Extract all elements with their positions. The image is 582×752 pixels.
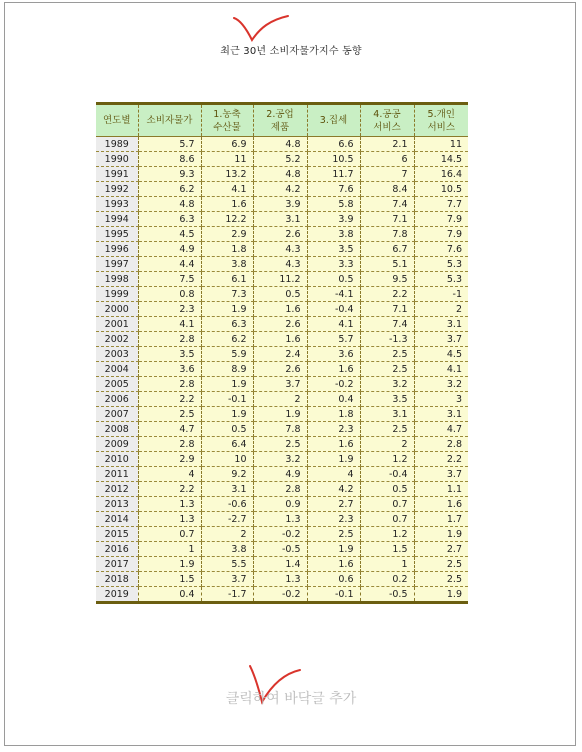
value-cell: 3.7 [414,467,468,482]
value-cell: 3.2 [253,452,307,467]
value-cell: -0.4 [307,302,360,317]
table-row [96,197,468,212]
table-row [96,137,468,152]
year-cell: 2001 [96,317,138,332]
value-cell: 4.4 [138,257,201,272]
year-cell: 2003 [96,347,138,362]
value-cell: 0.2 [360,572,414,587]
value-cell: 2.7 [307,497,360,512]
value-cell: 11 [201,152,253,167]
value-cell: 3.8 [201,257,253,272]
value-cell: 3.1 [201,482,253,497]
header-check-mark-icon [232,14,292,44]
table-row [96,587,468,603]
value-cell: 0.7 [138,527,201,542]
year-cell: 2017 [96,557,138,572]
value-cell: 13.2 [201,167,253,182]
value-cell: 3.9 [253,197,307,212]
value-cell: 2.5 [414,557,468,572]
value-cell: 6.1 [201,272,253,287]
value-cell: 2.6 [253,227,307,242]
value-cell: 4.7 [414,422,468,437]
value-cell: 1.9 [414,587,468,603]
header-public-services: 4.공공 서비스 [360,104,414,137]
value-cell: 2.3 [307,422,360,437]
value-cell: 1.4 [253,557,307,572]
value-cell: -0.5 [253,542,307,557]
table-row [96,272,468,287]
value-cell: 7.1 [360,302,414,317]
value-cell: 0.4 [307,392,360,407]
value-cell: -0.5 [360,587,414,603]
value-cell: 5.5 [201,557,253,572]
value-cell: 3.7 [253,377,307,392]
value-cell: 1.6 [253,302,307,317]
value-cell: 14.5 [414,152,468,167]
value-cell: 3.8 [201,542,253,557]
value-cell: 0.9 [253,497,307,512]
value-cell: 6.3 [201,317,253,332]
value-cell: 2.7 [414,542,468,557]
table-row [96,392,468,407]
year-cell: 2012 [96,482,138,497]
value-cell: 9.2 [201,467,253,482]
value-cell: 0.5 [201,422,253,437]
table-row [96,227,468,242]
value-cell: 7 [360,167,414,182]
table-row [96,377,468,392]
value-cell: 1.6 [307,437,360,452]
year-cell: 2011 [96,467,138,482]
value-cell: 11.2 [253,272,307,287]
value-cell: 5.3 [414,272,468,287]
value-cell: 1.6 [253,332,307,347]
value-cell: 2.8 [253,482,307,497]
year-cell: 1999 [96,287,138,302]
value-cell: 5.9 [201,347,253,362]
value-cell: 8.6 [138,152,201,167]
year-cell: 1997 [96,257,138,272]
value-cell: 0.5 [253,287,307,302]
value-cell: 3.1 [253,212,307,227]
value-cell: 3.2 [414,377,468,392]
value-cell: -0.2 [253,527,307,542]
value-cell: -0.2 [253,587,307,603]
value-cell: 4.2 [307,482,360,497]
value-cell: 5.8 [307,197,360,212]
value-cell: 4.3 [253,242,307,257]
value-cell: 3.6 [138,362,201,377]
value-cell: 3.6 [307,347,360,362]
value-cell: 1.9 [253,407,307,422]
value-cell: 1.3 [253,572,307,587]
table-row [96,407,468,422]
value-cell: 4.5 [138,227,201,242]
year-cell: 1993 [96,197,138,212]
value-cell: 2.5 [360,347,414,362]
value-cell: 9.5 [360,272,414,287]
year-cell: 1991 [96,167,138,182]
value-cell: 1.9 [201,302,253,317]
value-cell: -0.4 [360,467,414,482]
value-cell: 4.8 [138,197,201,212]
value-cell: 2.2 [414,452,468,467]
value-cell: 3.7 [201,572,253,587]
value-cell: 4.1 [307,317,360,332]
header-cpi: 소비자물가 [138,104,201,137]
value-cell: 2.5 [253,437,307,452]
value-cell: 7.5 [138,272,201,287]
value-cell: 2.3 [307,512,360,527]
header-personal-services: 5.개인 서비스 [414,104,468,137]
value-cell: 1 [360,557,414,572]
value-cell: 4 [307,467,360,482]
value-cell: 0.8 [138,287,201,302]
value-cell: 2 [201,527,253,542]
value-cell: 5.2 [253,152,307,167]
value-cell: 6.6 [307,137,360,152]
year-cell: 1992 [96,182,138,197]
value-cell: 3.2 [360,377,414,392]
header-industrial-products: 2.공업 제품 [253,104,307,137]
value-cell: 0.7 [360,497,414,512]
value-cell: 0.5 [360,482,414,497]
table-row [96,467,468,482]
footer-placeholder[interactable]: 클릭하여 바닥글 추가 [225,691,357,707]
value-cell: 2.4 [253,347,307,362]
value-cell: 1.5 [138,572,201,587]
value-cell: 5.7 [307,332,360,347]
value-cell: 2.3 [138,302,201,317]
table-row [96,167,468,182]
year-cell: 1998 [96,272,138,287]
year-cell: 1995 [96,227,138,242]
value-cell: 1.1 [414,482,468,497]
value-cell: 7.4 [360,317,414,332]
table-row [96,287,468,302]
value-cell: 1.9 [414,527,468,542]
year-cell: 2006 [96,392,138,407]
value-cell: 2 [360,437,414,452]
year-cell: 1990 [96,152,138,167]
value-cell: 1.5 [360,542,414,557]
value-cell: 1.9 [138,557,201,572]
table-row [96,212,468,227]
value-cell: 2.6 [253,317,307,332]
document-title: 최근 30년 소비자물가지수 동향 [220,46,362,57]
table-row [96,257,468,272]
value-cell: -1.7 [201,587,253,603]
value-cell: 1.6 [201,197,253,212]
value-cell: 0.6 [307,572,360,587]
table-row [96,497,468,512]
table-row [96,152,468,167]
value-cell: 16.4 [414,167,468,182]
year-cell: 2000 [96,302,138,317]
table-row [96,527,468,542]
table-row [96,332,468,347]
year-cell: 2004 [96,362,138,377]
table-row [96,362,468,377]
value-cell: 7.3 [201,287,253,302]
value-cell: 3 [414,392,468,407]
value-cell: -1 [414,287,468,302]
value-cell: 1.9 [307,452,360,467]
header-year: 연도별 [96,104,138,137]
value-cell: 10 [201,452,253,467]
header-agri-products: 1.농축 수산물 [201,104,253,137]
value-cell: 2 [414,302,468,317]
value-cell: 3.8 [307,227,360,242]
value-cell: 6.7 [360,242,414,257]
value-cell: 0.7 [360,512,414,527]
value-cell: 4 [138,467,201,482]
value-cell: 4.8 [253,167,307,182]
value-cell: 6.2 [201,332,253,347]
year-cell: 2014 [96,512,138,527]
year-cell: 2007 [96,407,138,422]
table-row [96,452,468,467]
value-cell: 1.2 [360,527,414,542]
value-cell: 4.1 [414,362,468,377]
value-cell: 3.5 [138,347,201,362]
value-cell: 6 [360,152,414,167]
value-cell: 11.7 [307,167,360,182]
value-cell: -0.6 [201,497,253,512]
value-cell: -0.2 [307,377,360,392]
value-cell: 7.1 [360,212,414,227]
year-cell: 1994 [96,212,138,227]
value-cell: 3.9 [307,212,360,227]
value-cell: 1 [138,542,201,557]
value-cell: 7.6 [307,182,360,197]
year-cell: 2009 [96,437,138,452]
value-cell: 10.5 [307,152,360,167]
value-cell: 4.8 [253,137,307,152]
value-cell: -0.1 [201,392,253,407]
table-row [96,437,468,452]
value-cell: 8.9 [201,362,253,377]
value-cell: 1.3 [138,497,201,512]
cpi-table [96,102,468,604]
value-cell: 3.7 [414,332,468,347]
value-cell: 10.5 [414,182,468,197]
value-cell: 7.8 [253,422,307,437]
year-cell: 1989 [96,137,138,152]
value-cell: 2 [253,392,307,407]
value-cell: 1.6 [414,497,468,512]
value-cell: 2.2 [138,482,201,497]
year-cell: 2016 [96,542,138,557]
table-row [96,302,468,317]
value-cell: 1.2 [360,452,414,467]
value-cell: 6.4 [201,437,253,452]
year-cell: 2008 [96,422,138,437]
value-cell: 0.5 [307,272,360,287]
table-row [96,482,468,497]
year-cell: 2013 [96,497,138,512]
value-cell: 3.5 [360,392,414,407]
value-cell: -4.1 [307,287,360,302]
value-cell: 12.2 [201,212,253,227]
value-cell: 2.8 [138,437,201,452]
value-cell: 2.9 [201,227,253,242]
year-cell: 2002 [96,332,138,347]
table-row [96,317,468,332]
value-cell: 2.5 [360,362,414,377]
table-row [96,512,468,527]
value-cell: 3.1 [414,407,468,422]
year-cell: 2015 [96,527,138,542]
value-cell: 7.4 [360,197,414,212]
value-cell: 2.2 [138,392,201,407]
value-cell: 2.8 [138,377,201,392]
table-row [96,242,468,257]
table-header-row [96,104,468,137]
value-cell: -1.3 [360,332,414,347]
value-cell: 5.7 [138,137,201,152]
year-cell: 2019 [96,587,138,603]
value-cell: 1.8 [201,242,253,257]
year-cell: 2018 [96,572,138,587]
value-cell: 7.8 [360,227,414,242]
table-row [96,422,468,437]
value-cell: 3.3 [307,257,360,272]
value-cell: 8.4 [360,182,414,197]
value-cell: 6.2 [138,182,201,197]
value-cell: 1.6 [307,557,360,572]
value-cell: 2.8 [414,437,468,452]
value-cell: 2.8 [138,332,201,347]
table-row [96,557,468,572]
value-cell: 7.9 [414,212,468,227]
value-cell: 1.3 [138,512,201,527]
value-cell: -2.7 [201,512,253,527]
value-cell: 4.1 [138,317,201,332]
value-cell: 2.2 [360,287,414,302]
table-row [96,542,468,557]
value-cell: 1.9 [307,542,360,557]
value-cell: -0.1 [307,587,360,603]
value-cell: 3.5 [307,242,360,257]
value-cell: 4.1 [201,182,253,197]
value-cell: 7.9 [414,227,468,242]
value-cell: 1.3 [253,512,307,527]
header-rent: 3.집세 [307,104,360,137]
table-row [96,347,468,362]
value-cell: 11 [414,137,468,152]
value-cell: 4.2 [253,182,307,197]
value-cell: 1.7 [414,512,468,527]
value-cell: 4.9 [253,467,307,482]
value-cell: 1.9 [201,407,253,422]
value-cell: 3.1 [414,317,468,332]
value-cell: 4.7 [138,422,201,437]
value-cell: 7.6 [414,242,468,257]
table-row [96,572,468,587]
value-cell: 4.3 [253,257,307,272]
value-cell: 2.5 [307,527,360,542]
value-cell: 0.4 [138,587,201,603]
value-cell: 3.1 [360,407,414,422]
year-cell: 2010 [96,452,138,467]
value-cell: 4.9 [138,242,201,257]
value-cell: 2.6 [253,362,307,377]
value-cell: 2.1 [360,137,414,152]
value-cell: 5.1 [360,257,414,272]
value-cell: 4.5 [414,347,468,362]
value-cell: 2.5 [138,407,201,422]
value-cell: 5.3 [414,257,468,272]
value-cell: 2.5 [414,572,468,587]
year-cell: 1996 [96,242,138,257]
value-cell: 1.6 [307,362,360,377]
value-cell: 2.9 [138,452,201,467]
value-cell: 6.3 [138,212,201,227]
value-cell: 1.9 [201,377,253,392]
year-cell: 2005 [96,377,138,392]
value-cell: 1.8 [307,407,360,422]
value-cell: 2.5 [360,422,414,437]
table-row [96,182,468,197]
value-cell: 7.7 [414,197,468,212]
value-cell: 9.3 [138,167,201,182]
value-cell: 6.9 [201,137,253,152]
